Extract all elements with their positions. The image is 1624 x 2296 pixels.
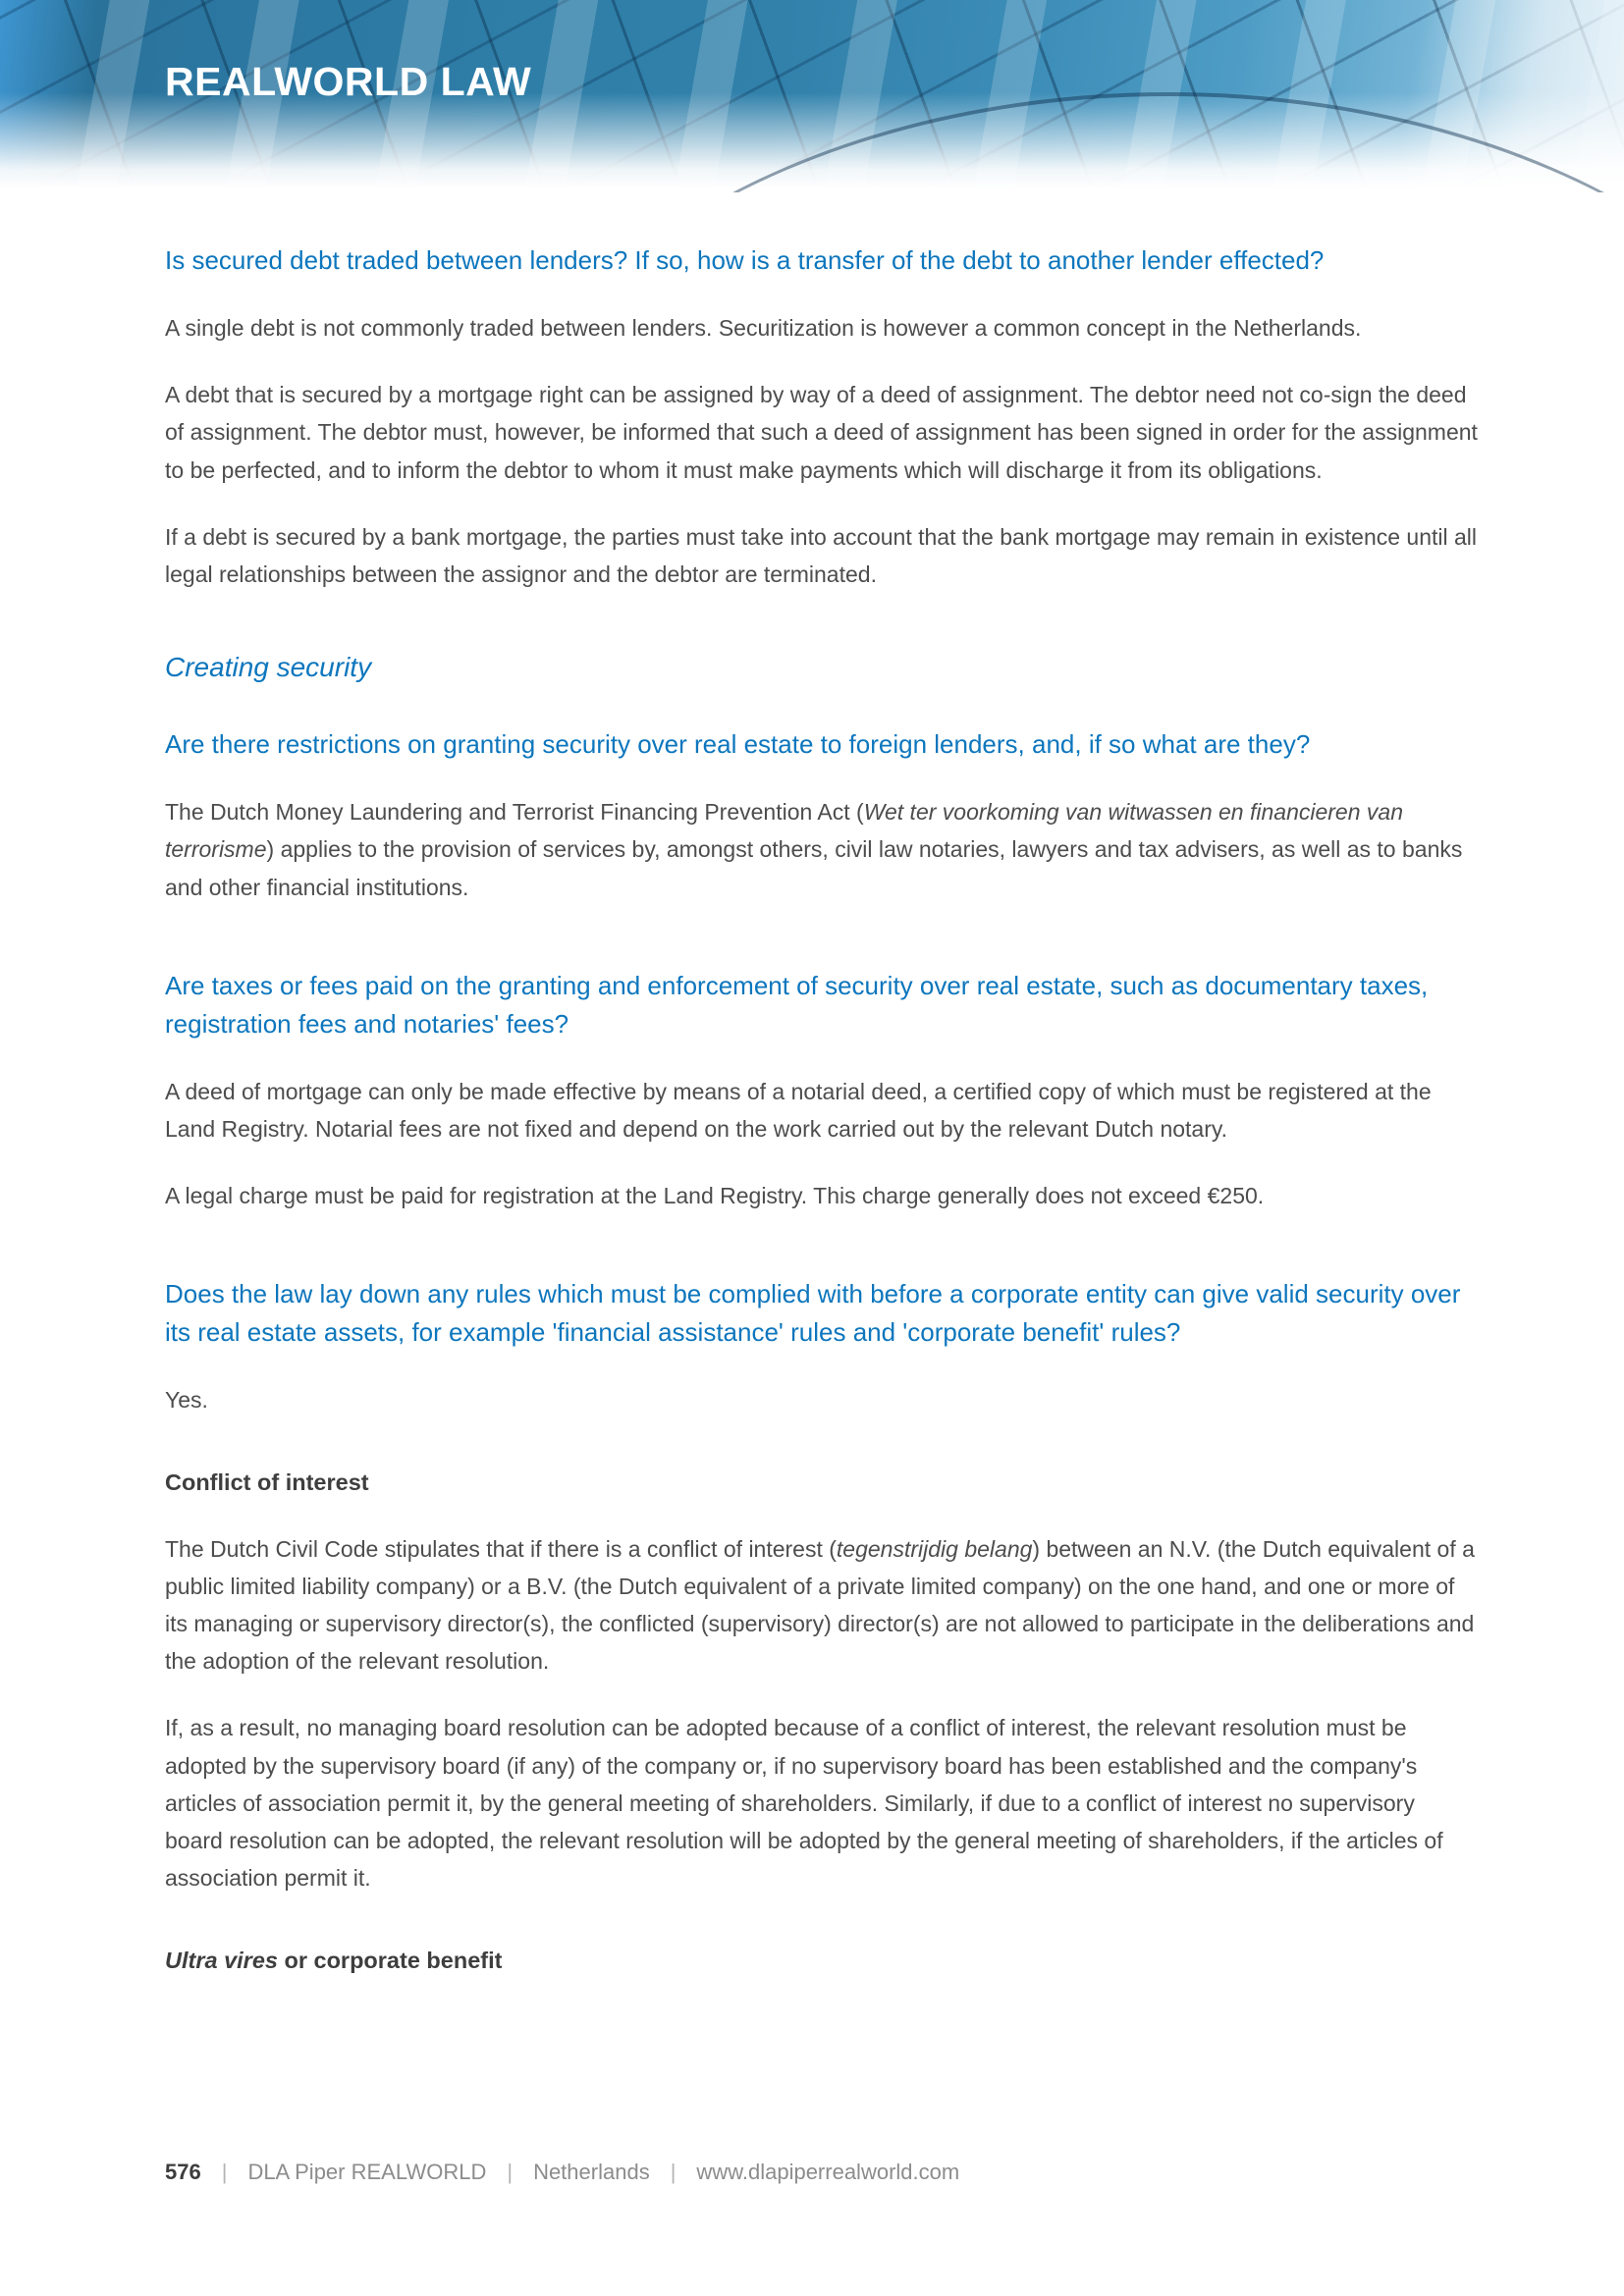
subheading-ultra-vires (165, 1944, 1478, 1978)
page-footer (165, 2160, 959, 2185)
text-run: The Dutch Civil Code stipulates that if there is a conflict of interest ( (165, 1535, 837, 1562)
paragraph (165, 1530, 1478, 1681)
footer-separator: | (507, 2160, 514, 2184)
text-run-italic: tegenstrijdig belang (836, 1535, 1033, 1562)
question-heading-foreign-lenders: Are there restrictions on granting security over real estate to foreign lenders, and, if so what are they? (165, 729, 1311, 760)
footer-country: Netherlands (533, 2160, 650, 2184)
text-run: or corporate benefit (277, 1948, 503, 1974)
footer-url-link[interactable]: www.dlapiperrealworld.com (696, 2160, 960, 2184)
paragraph: A deed of mortgage can only be made effective by means of a notarial deed, a certified copy of which must be registered at the Land Registry. Notarial fees are not fixed and depend on the work carried out by the relevant Dutch notary. (165, 1078, 1432, 1142)
text-run: The Dutch Money Laundering and Terrorist Financing Prevention Act ( (165, 799, 864, 826)
text-run: ) between an N.V. (the Dutch equivalent of a public limited liability company) or a B.V. (the Dutch equivalent of a private limited company) on the one hand, and one or more of its managing or supervisory director(s), the conflicted (supervisory) director(s) are not allowed to participate in the deliberations and the adoption of the relevant resolution. (165, 1535, 1475, 1675)
paragraph: A legal charge must be paid for registration at the Land Registry. This charge generally does not exceed €250. (165, 1183, 1265, 1209)
footer-brand: DLA Piper REALWORLD (247, 2160, 487, 2184)
section-heading-creating-security: Creating security (165, 652, 372, 683)
question-heading-corporate-rules: Does the law lay down any rules which must be complied with before a corporate entity can give valid security over its real estate assets, for example 'financial assistance' rules and 'corporate benefit' rules? (165, 1279, 1461, 1348)
paragraph: A debt that is secured by a mortgage right can be assigned by way of a deed of assignment. The debtor need not co-sign the deed of assignment. The debtor must, however, be informed that such a deed of assignment has been signed in order for the assignment to be perfected, and to inform the debtor to whom it must make payments which will discharge it from its obligations. (165, 382, 1478, 483)
paragraph: If, as a result, no managing board resolution can be adopted because of a conflict of interest, the relevant resolution must be adopted by the supervisory board (if any) of the company or, if no supervisory board has been established and the company's articles of association permit it, by the general meeting of shareholders. Similarly, if due to a conflict of interest no supervisory board resolution can be adopted, the relevant resolution will be adopted by the general meeting of shareholders, if the articles of association permit it. (165, 1715, 1443, 1892)
paragraph: If a debt is secured by a bank mortgage, the parties must take into account that the bank mortgage may remain in existence until all legal relationships between the assignor and the debtor are terminated. (165, 523, 1478, 587)
text-run-italic: Wet ter voorkoming van witwassen en financieren van terrorisme (165, 799, 1403, 863)
brand-title: REALWORLD LAW (165, 59, 532, 104)
question-heading-taxes-fees: Are taxes or fees paid on the granting and enforcement of security over real estate, such as documentary taxes, registration fees and notaries' fees? (165, 970, 1429, 1039)
footer-separator: | (221, 2160, 228, 2184)
footer-separator: | (670, 2160, 677, 2184)
text-run-italic: Ultra vires (165, 1948, 278, 1974)
paragraph: A single debt is not commonly traded between lenders. Securitization is however a common concept in the Netherlands. (165, 315, 1362, 341)
header-banner (0, 0, 1624, 192)
page-number: 576 (165, 2160, 201, 2184)
text-run: ) applies to the provision of services by, amongst others, civil law notaries, lawyers and tax advisers, as well as to banks and other financial institutions. (165, 836, 1463, 900)
paragraph: Yes. (165, 1387, 208, 1414)
paragraph (165, 793, 1478, 906)
page-content (0, 241, 1478, 1978)
subheading-conflict-of-interest: Conflict of interest (165, 1469, 369, 1496)
question-heading-secured-debt: Is secured debt traded between lenders? If so, how is a transfer of the debt to another lender effected? (165, 245, 1325, 275)
